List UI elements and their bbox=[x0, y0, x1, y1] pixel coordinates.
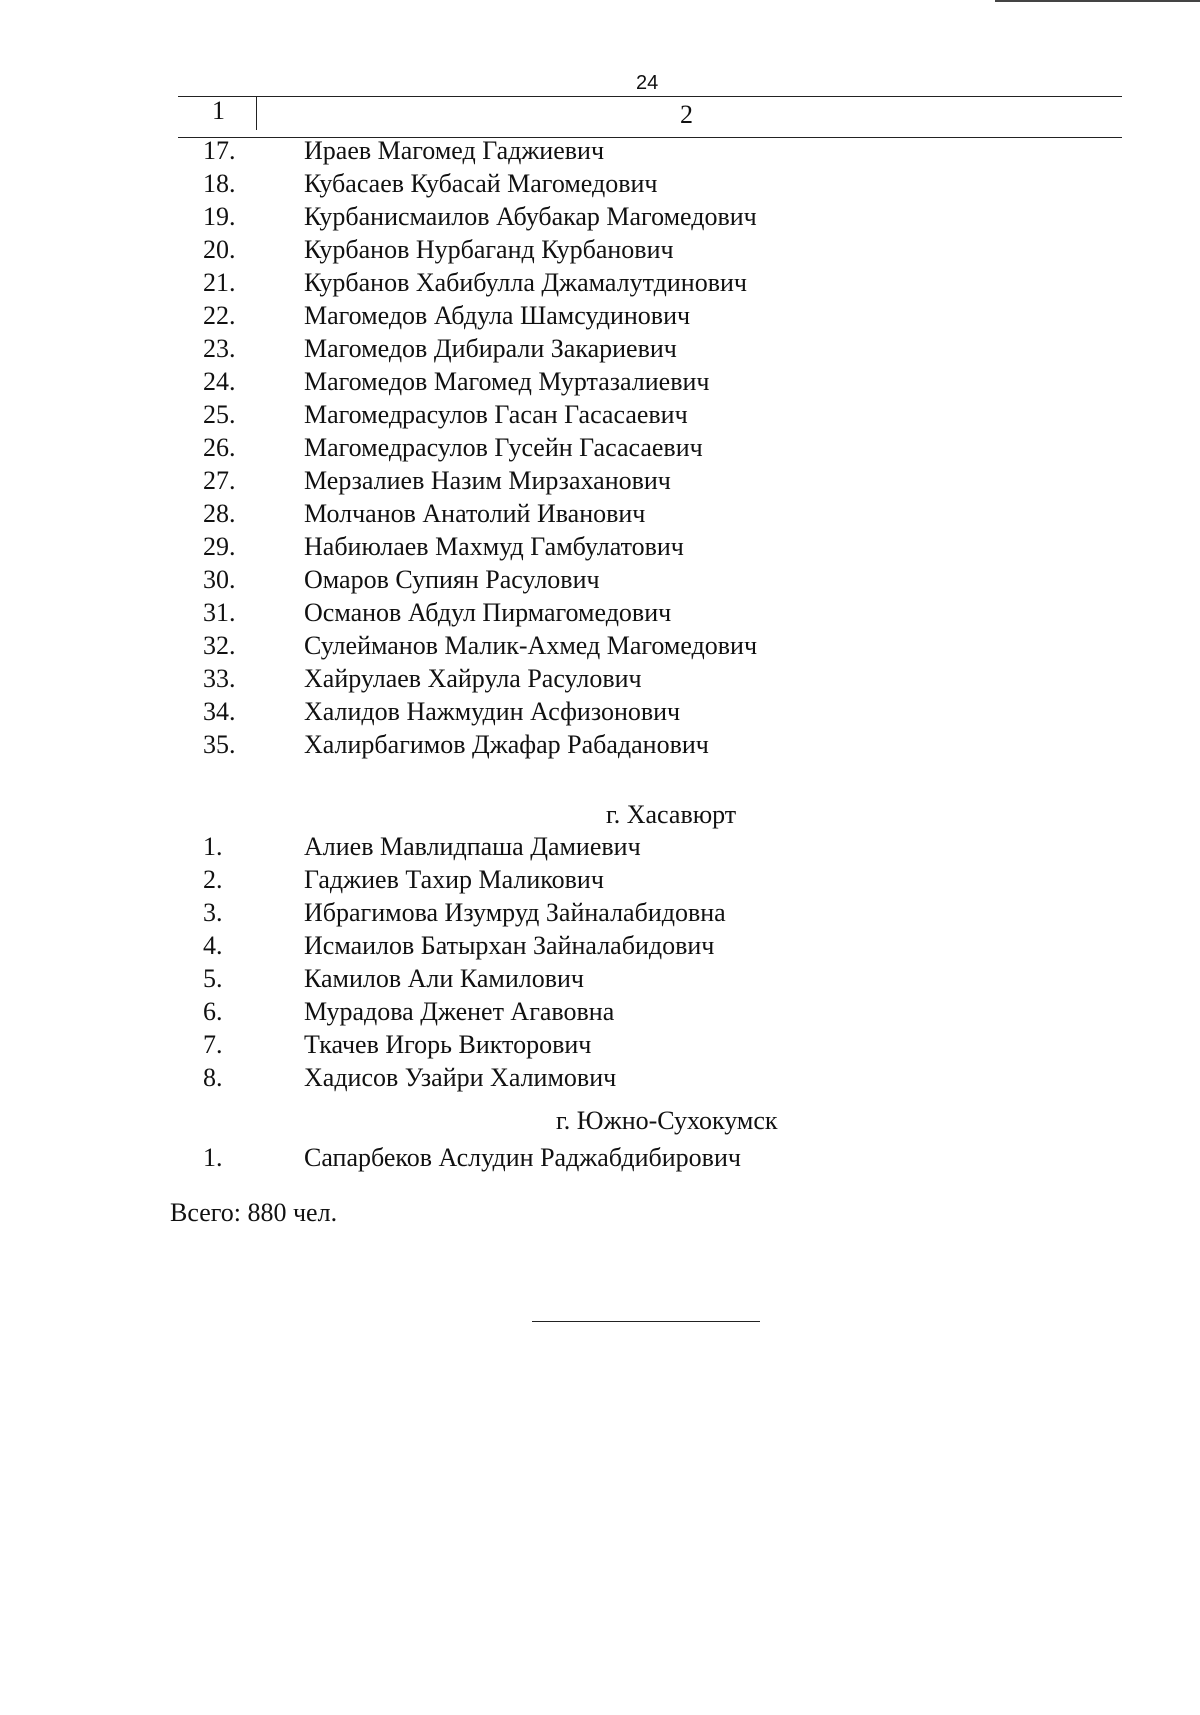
item-number: 22. bbox=[203, 301, 236, 330]
item-number: 17. bbox=[203, 136, 236, 165]
end-rule bbox=[532, 1321, 760, 1322]
item-number: 18. bbox=[203, 169, 236, 198]
item-number: 1. bbox=[203, 1143, 223, 1172]
item-number: 21. bbox=[203, 268, 236, 297]
item-number: 35. bbox=[203, 730, 236, 759]
header-column-divider bbox=[256, 96, 257, 130]
item-number: 26. bbox=[203, 433, 236, 462]
item-name: Камилов Али Камилович bbox=[304, 964, 584, 993]
table-header bbox=[178, 96, 1122, 138]
item-name: Мерзалиев Назим Мирзаханович bbox=[304, 466, 671, 495]
item-name: Курбанисмаилов Абубакар Магомедович bbox=[304, 202, 757, 231]
item-name: Алиев Мавлидпаша Дамиевич bbox=[304, 832, 641, 861]
item-number: 25. bbox=[203, 400, 236, 429]
item-name: Ткачев Игорь Викторович bbox=[304, 1030, 592, 1059]
item-name: Курбанов Хабибулла Джамалутдинович bbox=[304, 268, 747, 297]
item-name: Мурадова Дженет Агавовна bbox=[304, 997, 615, 1026]
item-number: 32. bbox=[203, 631, 236, 660]
item-name: Магомедов Абдула Шамсудинович bbox=[304, 301, 691, 330]
item-name: Халидов Нажмудин Асфизонович bbox=[304, 697, 681, 726]
item-name: Османов Абдул Пирмагомедович bbox=[304, 598, 672, 627]
item-name: Омаров Супиян Расулович bbox=[304, 565, 600, 594]
item-number: 1. bbox=[203, 832, 223, 861]
item-number: 24. bbox=[203, 367, 236, 396]
item-name: Магомедрасулов Гасан Гасасаевич bbox=[304, 400, 688, 429]
item-number: 29. bbox=[203, 532, 236, 561]
item-number: 20. bbox=[203, 235, 236, 264]
item-number: 28. bbox=[203, 499, 236, 528]
item-number: 5. bbox=[203, 964, 223, 993]
item-number: 4. bbox=[203, 931, 223, 960]
column-1-header: 1 bbox=[212, 96, 225, 125]
item-name: Гаджиев Тахир Маликович bbox=[304, 865, 604, 894]
item-name: Магомедрасулов Гусейн Гасасаевич bbox=[304, 433, 703, 462]
item-number: 33. bbox=[203, 664, 236, 693]
page-number: 24 bbox=[636, 72, 659, 94]
header-top-rule bbox=[178, 96, 1122, 97]
item-number: 23. bbox=[203, 334, 236, 363]
item-number: 27. bbox=[203, 466, 236, 495]
city-heading-khasavyurt: г. Хасавюрт bbox=[606, 800, 737, 829]
total-count: Всего: 880 чел. bbox=[170, 1198, 338, 1227]
item-number: 8. bbox=[203, 1063, 223, 1092]
item-number: 2. bbox=[203, 865, 223, 894]
item-name: Набиюлаев Махмуд Гамбулатович bbox=[304, 532, 684, 561]
item-number: 3. bbox=[203, 898, 223, 927]
column-2-header: 2 bbox=[680, 100, 693, 129]
item-name: Хайрулаев Хайрула Расулович bbox=[304, 664, 642, 693]
item-name: Хадисов Узайри Халимович bbox=[304, 1063, 617, 1092]
item-number: 31. bbox=[203, 598, 236, 627]
scan-edge-line bbox=[995, 0, 1200, 2]
item-name: Магомедов Дибирали Закариевич bbox=[304, 334, 677, 363]
item-name: Сулейманов Малик-Ахмед Магомедович bbox=[304, 631, 758, 660]
item-number: 19. bbox=[203, 202, 236, 231]
item-name: Сапарбеков Аслудин Раджабдибирович bbox=[304, 1143, 741, 1172]
item-name: Ибрагимова Изумруд Зайналабидовна bbox=[304, 898, 726, 927]
item-number: 6. bbox=[203, 997, 223, 1026]
item-name: Ираев Магомед Гаджиевич bbox=[304, 136, 605, 165]
item-number: 30. bbox=[203, 565, 236, 594]
item-number: 7. bbox=[203, 1030, 223, 1059]
item-name: Молчанов Анатолий Иванович bbox=[304, 499, 646, 528]
item-name: Халирбагимов Джафар Рабаданович bbox=[304, 730, 709, 759]
item-name: Исмаилов Батырхан Зайналабидович bbox=[304, 931, 715, 960]
item-name: Кубасаев Кубасай Магомедович bbox=[304, 169, 658, 198]
item-name: Курбанов Нурбаганд Курбанович bbox=[304, 235, 674, 264]
item-name: Магомедов Магомед Муртазалиевич bbox=[304, 367, 710, 396]
city-heading-yuzhno-sukhokumsk: г. Южно-Сухокумск bbox=[556, 1106, 778, 1135]
item-number: 34. bbox=[203, 697, 236, 726]
